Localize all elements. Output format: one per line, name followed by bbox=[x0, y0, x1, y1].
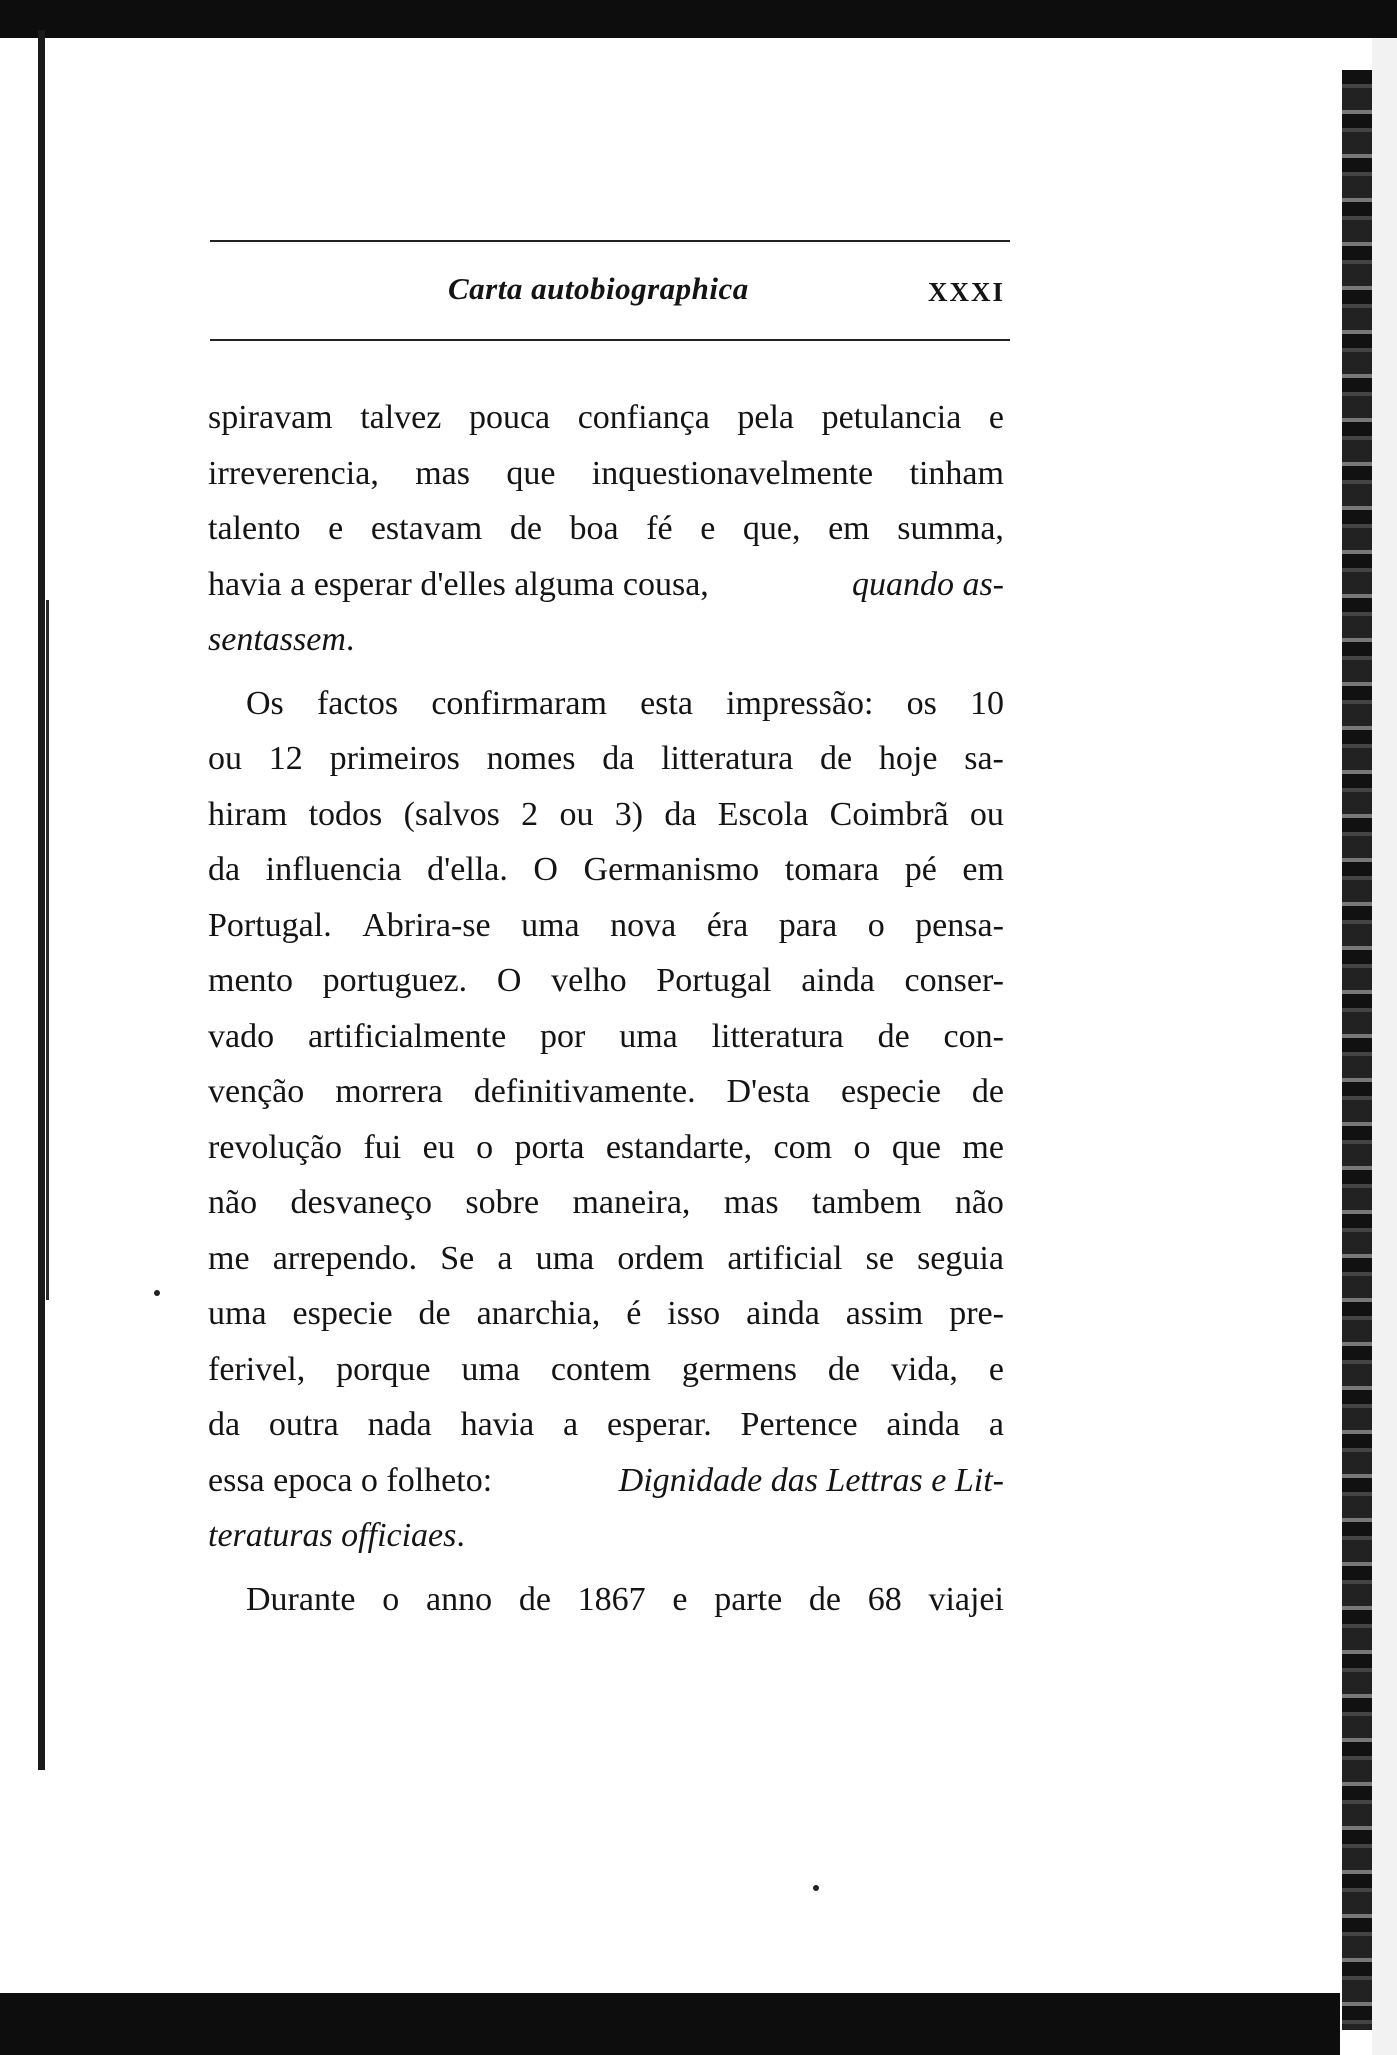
text-line bbox=[208, 1064, 1004, 1120]
word: de bbox=[971, 1073, 1004, 1110]
word: pouca bbox=[468, 399, 551, 436]
word: tambem bbox=[811, 1184, 922, 1221]
word: e bbox=[988, 399, 1004, 436]
word: uma bbox=[535, 1239, 595, 1277]
word: ferivel, bbox=[208, 1350, 306, 1388]
text-segment: essa epoca o folheto: bbox=[208, 1461, 493, 1499]
word: 68 bbox=[867, 1580, 902, 1618]
word: litteratura bbox=[661, 740, 794, 777]
word: que bbox=[506, 454, 556, 492]
word: é bbox=[626, 1295, 642, 1332]
word: havia bbox=[460, 1406, 535, 1443]
word: ordem bbox=[617, 1239, 705, 1277]
italic-segment: sentassem bbox=[208, 621, 346, 658]
word: confiança bbox=[577, 399, 710, 436]
word: de bbox=[820, 740, 853, 777]
word: hoje bbox=[878, 740, 938, 777]
word: uma bbox=[461, 1350, 520, 1388]
word: confirmaram bbox=[431, 684, 607, 722]
word: Pertence bbox=[740, 1406, 858, 1443]
word: e bbox=[988, 1350, 1004, 1388]
word: ou bbox=[559, 795, 594, 833]
word: isso bbox=[667, 1295, 721, 1332]
word: O bbox=[496, 962, 522, 999]
word: Se bbox=[440, 1239, 475, 1277]
word: irreverencia, bbox=[208, 454, 379, 492]
word: de bbox=[877, 1017, 910, 1055]
word: ou bbox=[969, 795, 1004, 833]
word: Abrira-se bbox=[362, 906, 491, 944]
scan-top-border bbox=[0, 0, 1397, 38]
word: de bbox=[518, 1580, 551, 1618]
word: ainda bbox=[746, 1295, 820, 1332]
text-segment: . bbox=[456, 1517, 465, 1554]
word: (salvos bbox=[403, 795, 500, 833]
word: arrependo. bbox=[272, 1239, 418, 1277]
word: da bbox=[602, 740, 635, 777]
word: revolução bbox=[208, 1128, 343, 1166]
word: mas bbox=[723, 1184, 779, 1221]
word: porque bbox=[336, 1350, 431, 1388]
word: da bbox=[664, 795, 697, 833]
word: talvez bbox=[360, 399, 442, 436]
word: e bbox=[700, 510, 716, 547]
word: definitivamente. bbox=[473, 1073, 696, 1110]
word: pensa- bbox=[915, 906, 1004, 944]
word: boa bbox=[569, 510, 619, 547]
word: em bbox=[828, 510, 870, 547]
word: tomara bbox=[784, 851, 880, 888]
word: 2 bbox=[521, 795, 539, 833]
word: tinham bbox=[909, 454, 1004, 492]
word: fé bbox=[646, 510, 673, 547]
text-segment: . bbox=[345, 621, 355, 658]
word: vado bbox=[208, 1017, 275, 1055]
text-line bbox=[208, 1397, 1004, 1453]
word: não bbox=[954, 1184, 1004, 1221]
text-line bbox=[208, 1231, 1004, 1287]
text-line bbox=[208, 1572, 1004, 1628]
word: outra bbox=[268, 1406, 339, 1443]
word: nada bbox=[367, 1406, 432, 1443]
word: uma bbox=[619, 1017, 678, 1055]
word: impressão: bbox=[726, 684, 874, 722]
word: esperar. bbox=[606, 1406, 712, 1443]
word: de bbox=[808, 1580, 841, 1618]
word: pre- bbox=[949, 1295, 1004, 1332]
word: para bbox=[778, 906, 838, 944]
word: 12 bbox=[268, 740, 303, 777]
word: seguia bbox=[917, 1239, 1004, 1277]
text-line bbox=[208, 1009, 1004, 1065]
scan-right-gutter bbox=[1372, 38, 1397, 2055]
word: porta bbox=[514, 1128, 585, 1166]
word: ou bbox=[208, 740, 242, 777]
word: morrera bbox=[335, 1073, 443, 1110]
word: eu bbox=[422, 1128, 455, 1166]
word: Germanismo bbox=[583, 851, 760, 888]
word: inquestionavelmente bbox=[591, 454, 874, 492]
word: que, bbox=[742, 510, 801, 547]
word: O bbox=[533, 851, 558, 888]
scan-speck bbox=[154, 1290, 160, 1296]
text-line bbox=[208, 953, 1004, 1009]
word: Durante bbox=[246, 1580, 356, 1618]
word: Os bbox=[246, 684, 284, 722]
word: não bbox=[208, 1184, 258, 1221]
scan-left-edge-thin bbox=[46, 600, 49, 1300]
word: D'esta bbox=[726, 1073, 811, 1110]
word: spiravam bbox=[208, 399, 333, 436]
word: litteratura bbox=[711, 1017, 844, 1055]
word: da bbox=[208, 1406, 241, 1443]
word: Coimbrã bbox=[829, 795, 949, 833]
word: da bbox=[208, 851, 241, 888]
word: anarchia, bbox=[476, 1295, 601, 1332]
word: me bbox=[208, 1239, 250, 1277]
word: Escola bbox=[717, 795, 809, 833]
word: se bbox=[865, 1239, 894, 1277]
word: assim bbox=[845, 1295, 924, 1332]
word: viajei bbox=[928, 1580, 1004, 1618]
word: factos bbox=[316, 684, 399, 722]
text-line bbox=[208, 731, 1004, 787]
word: anno bbox=[425, 1580, 493, 1618]
italic-segment: Dignidade das Lettras e Lit- bbox=[618, 1461, 1004, 1499]
scan-bottom-border bbox=[0, 1993, 1340, 2055]
word: 3) bbox=[614, 795, 644, 833]
word: vida, bbox=[890, 1350, 958, 1388]
word: a bbox=[563, 1406, 579, 1443]
word: maneira, bbox=[572, 1184, 691, 1221]
word: petulancia bbox=[821, 399, 962, 436]
header-rule-top bbox=[210, 240, 1010, 242]
word: Portugal bbox=[656, 962, 772, 999]
header-rule-bottom bbox=[210, 339, 1010, 341]
italic-segment: quando as- bbox=[851, 565, 1004, 603]
text-line bbox=[208, 1342, 1004, 1398]
word: sa- bbox=[964, 740, 1004, 777]
word: o bbox=[476, 1128, 494, 1166]
word: conser- bbox=[904, 962, 1004, 999]
word: de bbox=[827, 1350, 860, 1388]
word: parte bbox=[714, 1580, 783, 1618]
page-number: XXXI bbox=[928, 277, 1006, 307]
word: desvaneço bbox=[290, 1184, 433, 1221]
word: os bbox=[906, 684, 937, 722]
word: 10 bbox=[970, 684, 1004, 722]
word: ainda bbox=[886, 1406, 961, 1443]
italic-segment: teraturas officiaes bbox=[208, 1517, 457, 1554]
text-line bbox=[208, 501, 1004, 557]
word: éra bbox=[706, 906, 749, 944]
text-line bbox=[208, 898, 1004, 954]
word: velho bbox=[551, 962, 627, 999]
text-line bbox=[208, 446, 1004, 502]
word: germens bbox=[681, 1350, 798, 1388]
word: estandarte, bbox=[605, 1128, 753, 1166]
page-body bbox=[208, 390, 1004, 1627]
text-line bbox=[208, 612, 1004, 668]
text-line bbox=[208, 1453, 1004, 1509]
word: talento bbox=[208, 510, 301, 547]
text-line bbox=[208, 557, 1004, 613]
word: summa, bbox=[897, 510, 1004, 547]
scan-left-edge bbox=[38, 30, 45, 1770]
word: mento bbox=[208, 962, 293, 999]
word: sobre bbox=[465, 1184, 540, 1221]
text-line bbox=[208, 787, 1004, 843]
word: venção bbox=[208, 1073, 305, 1110]
word: portuguez. bbox=[322, 962, 468, 999]
text-line bbox=[208, 1120, 1004, 1176]
text-line bbox=[208, 1286, 1004, 1342]
word: de bbox=[509, 510, 542, 547]
running-head: Carta autobiographica bbox=[448, 271, 749, 306]
word: com bbox=[773, 1128, 833, 1166]
text-segment: havia a esperar d'elles alguma cousa, bbox=[208, 565, 709, 603]
word: artificialmente bbox=[307, 1017, 507, 1055]
word: especie bbox=[292, 1295, 393, 1332]
word: a bbox=[988, 1406, 1004, 1443]
word: especie bbox=[840, 1073, 941, 1110]
word: esta bbox=[640, 684, 693, 722]
word: fui bbox=[363, 1128, 402, 1166]
word: ainda bbox=[801, 962, 875, 999]
word: e bbox=[672, 1580, 688, 1618]
word: estavam bbox=[370, 510, 483, 547]
word: o bbox=[867, 906, 885, 944]
scan-right-edge bbox=[1342, 70, 1372, 2030]
word: todos bbox=[308, 795, 383, 833]
word: uma bbox=[208, 1295, 267, 1332]
word: artificial bbox=[727, 1239, 843, 1277]
word: uma bbox=[521, 906, 580, 944]
word: a bbox=[497, 1239, 513, 1277]
word: contem bbox=[550, 1350, 651, 1388]
word: Portugal. bbox=[208, 906, 332, 944]
word: o bbox=[382, 1580, 400, 1618]
word: nova bbox=[610, 906, 677, 944]
word: d'ella. bbox=[427, 851, 508, 888]
text-line bbox=[208, 842, 1004, 898]
word: pé bbox=[904, 851, 937, 888]
word: o bbox=[853, 1128, 871, 1166]
word: mas bbox=[415, 454, 470, 492]
word: de bbox=[418, 1295, 451, 1332]
word: hiram bbox=[208, 795, 288, 833]
word: por bbox=[540, 1017, 586, 1055]
word: 1867 bbox=[577, 1580, 646, 1618]
text-line bbox=[208, 676, 1004, 732]
word: primeiros bbox=[329, 740, 460, 777]
word: influencia bbox=[265, 851, 402, 888]
word: que bbox=[891, 1128, 941, 1166]
text-line bbox=[208, 1508, 1004, 1564]
text-line bbox=[208, 1175, 1004, 1231]
word: me bbox=[962, 1128, 1004, 1166]
word: con- bbox=[943, 1017, 1004, 1055]
word: nomes bbox=[486, 740, 576, 777]
word: pela bbox=[737, 399, 795, 436]
scan-speck bbox=[813, 1885, 819, 1891]
text-line bbox=[208, 390, 1004, 446]
word: em bbox=[962, 851, 1004, 888]
word: e bbox=[328, 510, 344, 547]
